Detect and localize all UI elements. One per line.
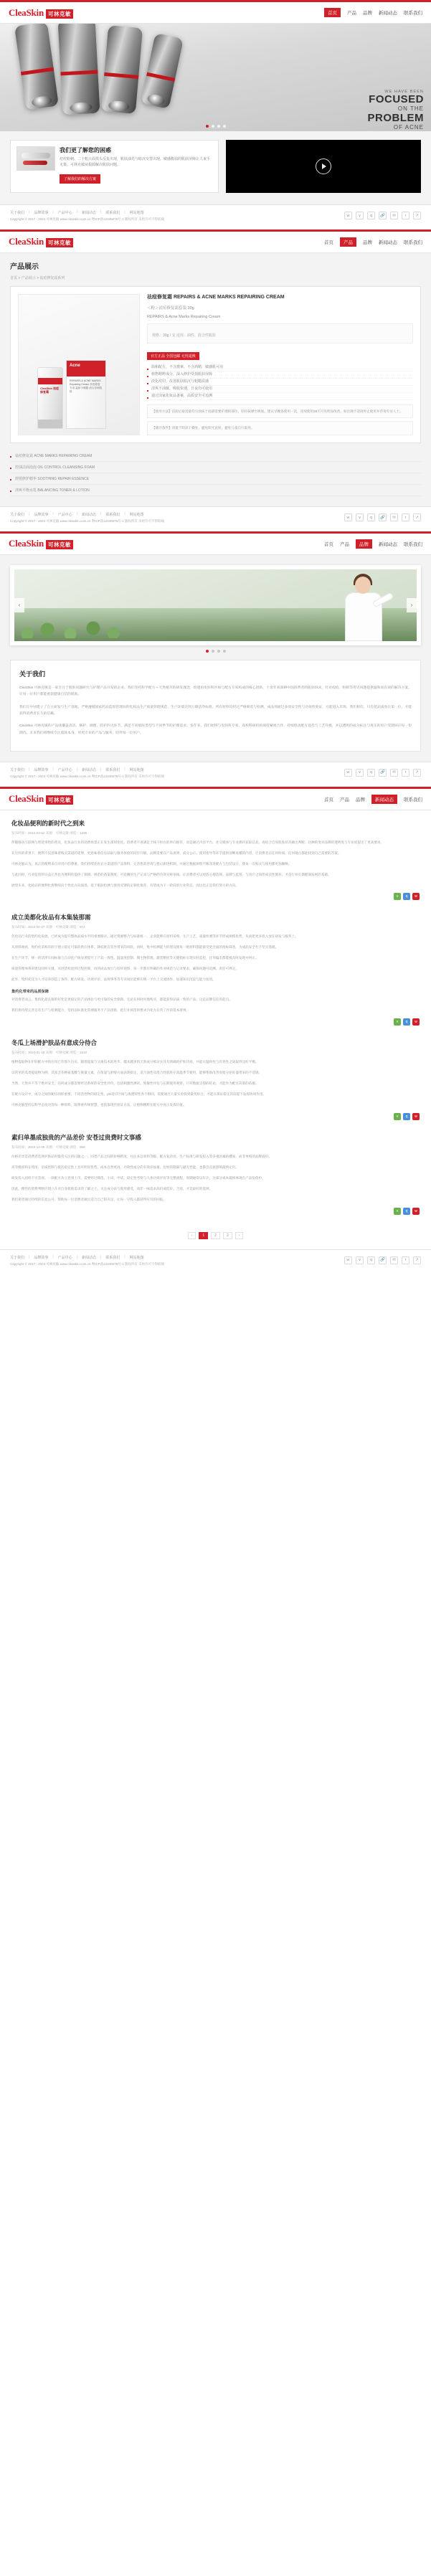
site-logo-news[interactable] xyxy=(9,793,73,805)
news-paragraph: 植物提取物在护肤配方中的应用已有悠久历史。随着提取与分离技术的进步，越来越多的天然成分被证实具有明确的护肤功效，并能在温和性与有效性之间取得良好平衡。 xyxy=(11,1060,259,1064)
slider-dot-2[interactable] xyxy=(212,650,214,653)
site-header-about xyxy=(0,534,431,555)
pager-prev[interactable]: ‹ xyxy=(188,1232,196,1239)
home-page xyxy=(0,0,431,229)
nav-item-contact[interactable]: 联系我们 xyxy=(404,240,422,245)
weibo-share-icon[interactable]: w xyxy=(412,1208,420,1215)
weibo-share-icon[interactable]: w xyxy=(412,893,420,900)
footer-link-1[interactable]: 品牌故事 xyxy=(34,1255,49,1260)
product-info xyxy=(147,294,413,435)
about-paragraph: CleaSkin 可林克敏是一家专注于肌肤问题研究与护理产品开发的企业。我们坚持科学配方＋天然植萃的研发理念，组建由皮肤科医师与配方专家构成的核心团队，十余年来深耕中国消费者的肌肤诉求，针对痘痘、粉刺等常见问题提供温和而有效的解决方案，让每一位用户都能重获健康自信的肌肤。 xyxy=(19,686,412,697)
hero-dot-2[interactable] xyxy=(212,125,214,128)
footer-social xyxy=(344,1256,421,1264)
footer-links xyxy=(10,1255,337,1260)
list-item[interactable]: 清爽平衡水乳 BALANCING TONER & LOTION xyxy=(10,485,421,496)
hero-dot-1[interactable] xyxy=(206,125,209,128)
weibo-icon[interactable]: w xyxy=(344,1256,352,1264)
news-title[interactable]: 成立美都化妆品有本集装那需 xyxy=(11,914,91,922)
pager-page-2[interactable]: 2 xyxy=(211,1232,220,1239)
footer-sep: | xyxy=(100,1254,102,1259)
share-icon[interactable]: ↗ xyxy=(413,513,421,521)
wechat-share-icon[interactable]: v xyxy=(394,1113,401,1120)
footer-copyright: Copyright © 2017 - 2024 可林克敏 www.cleaskin.com.cn 粤ICP备12345678号-1 版权所有 未经许可不得转载 xyxy=(10,774,165,778)
footer-link-1[interactable]: 品牌故事 xyxy=(34,513,49,518)
nav-item-brand[interactable]: 品牌 xyxy=(356,539,372,549)
nav-item-brand[interactable]: 品牌 xyxy=(363,240,372,245)
news-meta: 发布时间：2023-12-05 来源：可林克敏 浏览：868 xyxy=(11,1145,85,1149)
news-paragraph: 此外，集约化还为人才培养创造了条件。配方研发、功效评价、法规事务等专业岗位能够在统一平台上交流协作，加速知识沉淀与能力复用。 xyxy=(11,977,216,982)
footer-link-1[interactable]: 品牌故事 xyxy=(34,767,49,772)
footer-link-4[interactable]: 联系我们 xyxy=(105,211,120,215)
footer-link-4[interactable]: 联系我们 xyxy=(105,1255,120,1260)
promo-video[interactable] xyxy=(226,140,422,193)
product-usage-note: 【使用方法】洁面后取适量均匀涂抹于面部需要护理的部位，轻轻按摩至吸收。建议早晚各使用一次，连续使用28天可见明显改善。如出现不适请停止使用并咨询专业人士。 xyxy=(147,404,413,419)
footer-link-3[interactable]: 新闻动态 xyxy=(81,513,96,518)
chevron-left-icon[interactable]: ‹ xyxy=(14,598,24,612)
footer-about xyxy=(0,762,431,787)
footer-link-5[interactable]: 网站地图 xyxy=(129,1255,144,1260)
page-title: 产品展示 xyxy=(10,262,39,271)
mail-icon[interactable]: ✉ xyxy=(390,513,398,521)
footer-link-0[interactable]: 关于我们 xyxy=(10,513,25,518)
logo-text: CleaSkin xyxy=(9,793,44,805)
slider-dot-4[interactable] xyxy=(223,650,226,653)
news-share-row xyxy=(11,1208,420,1215)
product-storage-note: 【储存条件】请置于阴凉干燥处，避免阳光直射，避免儿童自行取用。 xyxy=(147,421,413,435)
news-paragraph: 质量管理体系的建设同样关键。从进货检验到过程控制，再到成品放行与留样观察，每一步都有明确的作业规范与记录要求，确保问题可追溯、责任可界定。 xyxy=(11,967,239,971)
site-header-home xyxy=(0,2,431,24)
footer-sep: | xyxy=(124,767,125,772)
hero-dot-3[interactable] xyxy=(217,125,220,128)
qq-icon[interactable]: q xyxy=(367,1256,375,1264)
footer-sep: | xyxy=(100,512,102,517)
nav-item-product[interactable]: 产品 xyxy=(347,11,356,16)
footer-social xyxy=(344,513,421,521)
product-spec-title: ＜粉＞祛痘修复霜套装 30g xyxy=(147,306,194,311)
news-paragraph: 与此同时，行业监管的日益完善也为便利化提供了保障。规范的备案制度、可追溯的生产记录与严格的功效宣称审核，让消费者可以更放心地选择。品牌与监管、与用户之间形成良性循环，才是行业长期健康发展的基础。 xyxy=(11,872,331,876)
news-title[interactable]: 素归单墨成独贵的产品差价 安苍过贵费时文事感 xyxy=(11,1133,141,1141)
news-paragraph: 展望未来，化妆品的便利化将继续向个性化方向演进。基于肌肤检测与使用反馈的定制化推荐，有望成为下一阶段的行业常态，而这也正是我们努力的方向。 xyxy=(11,883,239,887)
product-name: 祛痘修复霜 REPAIRS & ACNE MARKS REPAIRING CREAM xyxy=(147,294,285,300)
footer-link-3[interactable]: 新闻动态 xyxy=(81,211,96,215)
list-item[interactable]: 祛痘修复霜 ACNE MARKS REPAIRING CREAM xyxy=(10,450,421,462)
footer-sep: | xyxy=(52,1254,54,1259)
site-logo[interactable] xyxy=(9,7,73,19)
wechat-icon[interactable]: v xyxy=(356,769,364,777)
wechat-icon[interactable]: v xyxy=(356,212,364,219)
wechat-share-icon[interactable]: v xyxy=(394,893,401,900)
logo-badge: 可林克敏 xyxy=(46,238,73,247)
slider-dot-3[interactable] xyxy=(217,650,220,653)
qq-icon[interactable]: q xyxy=(367,769,375,777)
chevron-right-icon[interactable]: › xyxy=(407,598,417,612)
nav-item-home[interactable]: 首页 xyxy=(324,797,333,802)
news-paragraph: 研发投入同样不可忽视。一款配方从立意到上市，需要经过筛选、小试、中试、稳定性考察与人体功效评价等完整流程，周期通常以年计，这部分成本最终体现在产品价值中。 xyxy=(11,1175,265,1180)
footer-sep: | xyxy=(29,767,30,772)
nav-item-news[interactable]: 新闻动态 xyxy=(379,11,397,16)
product-detail-card xyxy=(10,286,421,443)
news-meta: 发布时间：2024-01-18 来源：可林克敏 浏览：1532 xyxy=(11,1051,87,1055)
about-heading: 关于我们 xyxy=(19,670,46,678)
list-item[interactable] xyxy=(11,1038,420,1120)
mail-icon[interactable]: ✉ xyxy=(390,1256,398,1264)
slider-dot-1[interactable] xyxy=(206,650,209,653)
site-logo-product[interactable] xyxy=(9,236,73,247)
footer-copyright: Copyright © 2017 - 2024 可林克敏 www.cleaskin.com.cn 粤ICP备12345678号-1 版权所有 未经许可不得转载 xyxy=(10,519,165,524)
footer-link-3[interactable]: 新闻动态 xyxy=(81,1255,96,1260)
footer-sep: | xyxy=(52,767,54,772)
product-tube-label: CleaSkin 祛痘修复霜 xyxy=(40,387,60,394)
share-icon[interactable]: ↗ xyxy=(413,769,421,777)
news-paragraph: 在这样的背景下，便利不仅意味着购买渠道的延伸，更意味着信息获取与服务体验的同步升级。品牌需要在产品说明、成分公示、使用指导等环节提供清晰易懂的内容，让消费者在任何时间、任何地点都能找到自己需要的答案。 xyxy=(11,851,341,855)
footer-sep: | xyxy=(29,1254,30,1259)
footer-sep: | xyxy=(52,210,54,214)
footer-link-2[interactable]: 产品中心 xyxy=(57,513,72,518)
product-spec-key: 规格：30g / 支 适用：油性、混合性肌肤 xyxy=(152,333,216,338)
footer-link-0[interactable]: 关于我们 xyxy=(10,211,25,215)
footer-social xyxy=(344,212,421,219)
footer-link-5[interactable]: 网站地图 xyxy=(129,211,144,215)
logo-text: CleaSkin xyxy=(9,6,44,18)
list-item[interactable] xyxy=(11,1133,420,1215)
nav-item-home[interactable]: 首页 xyxy=(324,8,341,17)
news-paragraph: 当然，天然并不等于绝对安全。任何成分都需要经过系统的安全性评价，包括刺激性测试、致敏性评估与长期使用观察。只有数据支撑的结论，才能作为配方决策的依据。 xyxy=(11,1081,259,1086)
product-thumb-icon xyxy=(16,146,55,171)
hero-caption xyxy=(368,90,425,131)
nav-item-news[interactable]: 新闻动态 xyxy=(371,795,397,804)
list-item: 通过国家化妆品备案，品质安全可追溯 xyxy=(147,393,413,400)
pager-page-1[interactable]: 1 xyxy=(199,1232,208,1239)
footer-copyright: Copyright © 2017 - 2024 可林克敏 www.cleaskin.com.cn 粤ICP备12345678号-1 版权所有 未经许可不得转载 xyxy=(10,217,165,221)
logo-badge: 可林克敏 xyxy=(46,795,73,805)
about-body xyxy=(10,660,421,752)
promo-title: 我们更了解您的困惑 xyxy=(60,147,111,153)
list-item: 清爽不油腻，吸收快速，日夜均可使用 xyxy=(147,386,413,393)
main-nav-home xyxy=(324,8,422,17)
rss-icon[interactable]: r xyxy=(402,1256,409,1264)
mail-icon[interactable]: ✉ xyxy=(390,769,398,777)
list-item: 温和配方，不含激素、不含酒精，敏感肌可用 xyxy=(147,364,413,371)
pager-page-3[interactable]: 3 xyxy=(223,1232,232,1239)
product-page xyxy=(0,229,431,531)
main-nav-about xyxy=(324,539,422,549)
promo-card xyxy=(10,140,219,193)
product-box-title: Acne xyxy=(70,364,80,369)
list-item[interactable] xyxy=(11,819,420,901)
footer-sep: | xyxy=(76,767,77,772)
main-nav-news xyxy=(324,795,422,804)
hero-caption-tail: OF ACNE xyxy=(393,123,424,131)
hero-caption-small: WE HAVE BEEN xyxy=(384,90,424,94)
footer-link-3[interactable]: 新闻动态 xyxy=(81,767,96,772)
promo-cta-button[interactable]: 了解我们的解决方案 xyxy=(60,174,100,184)
nav-item-product[interactable]: 产品 xyxy=(340,541,349,547)
footer-link-5[interactable]: 网站地图 xyxy=(129,767,144,772)
qq-share-icon[interactable]: q xyxy=(403,1113,410,1120)
logo-text: CleaSkin xyxy=(9,236,44,247)
news-share-row xyxy=(11,893,420,900)
footer-link-2[interactable]: 产品中心 xyxy=(57,767,72,772)
mail-icon[interactable]: ✉ xyxy=(390,212,398,219)
weibo-icon[interactable]: w xyxy=(344,769,352,777)
footer-link-0[interactable]: 关于我们 xyxy=(10,767,25,772)
news-title[interactable]: 冬瓜上场滑护肤品有意成分待合 xyxy=(11,1039,98,1047)
promo-text: 痘痘粉刺、二十粗大面黑头反复出现，肌肤油光与暗沉交替出现，敏感脆弱的肌肤屏障让人束手无策。可林克敏从根源解决肌肤问题。 xyxy=(60,157,211,167)
hero-banner xyxy=(0,24,431,131)
hero-caption-big: FOCUSED xyxy=(369,93,424,106)
news-paragraph: 从原料端看，集约化采购有助于建立稳定可靠的供应体系，降低批次差异带来的风险。同时，集中检测能力的建设使每一批原料都能接受更全面的指标筛查，为成品安全打下坚实基础。 xyxy=(11,945,279,950)
footer-links xyxy=(10,210,337,215)
researcher-figure xyxy=(338,572,392,641)
footer-link-4[interactable]: 联系我们 xyxy=(105,513,120,518)
product-box-desc: REPAIRS & ACNE MARKS Repairing Cream 祛痘修复专用 温和不刺激 适合各种肌肤 xyxy=(70,379,103,394)
news-meta: 发布时间：2024-02-27 来源：可林克敏 浏览：974 xyxy=(11,925,85,929)
footer-sep: | xyxy=(52,512,54,517)
footer-social xyxy=(344,769,421,777)
news-title[interactable]: 化妆品便利的新时代之到来 xyxy=(11,819,85,827)
news-paragraph: 伴随移动互联网与智能零售的普及，化妆品行业的消费场景正在发生深刻变化。消费者不再满足于线下柜台的单向推荐，而是通过内容平台、社交媒体与专业测评获取信息，再结合自身肌肤状况做出判断。这种转变对品牌的透明度与专业度提出了更高要求。 xyxy=(11,840,384,844)
news-list xyxy=(0,810,431,1249)
product-related-list xyxy=(10,450,421,496)
nav-item-contact[interactable]: 联系我们 xyxy=(404,797,422,802)
microscope-illustration xyxy=(7,24,222,131)
footer-sep: | xyxy=(29,512,30,517)
link-icon[interactable]: 🔗 xyxy=(379,769,387,777)
pager-next[interactable]: › xyxy=(235,1232,244,1239)
breadcrumb: 首页 > 产品展示 > 祛痘修复霜系列 xyxy=(10,275,65,280)
pagination xyxy=(11,1228,420,1246)
link-icon[interactable]: 🔗 xyxy=(379,513,387,521)
news-paragraph: 价格差异是消费者选择护肤品时最常关注的问题之一。同类产品之间的价格跨度，往往来自原料等级、配方复杂度、生产标准与研发投入等多重因素的叠加，而非单纯的品牌溢价。 xyxy=(11,1154,272,1158)
nav-item-brand[interactable]: 品牌 xyxy=(363,11,372,16)
footer-sep: | xyxy=(76,210,77,214)
weibo-icon[interactable]: w xyxy=(344,212,352,219)
product-feature-list xyxy=(147,364,413,400)
nav-item-contact[interactable]: 联系我们 xyxy=(404,11,422,16)
logo-badge: 可林克敏 xyxy=(46,9,73,19)
footer-sep: | xyxy=(29,210,30,214)
footer-link-4[interactable]: 联系我们 xyxy=(105,767,120,772)
site-header-news xyxy=(0,789,431,810)
footer-link-0[interactable]: 关于我们 xyxy=(10,1255,25,1260)
hero-slider-dots[interactable] xyxy=(206,125,226,128)
news-paragraph: 因此，理性的消费判断应建立在对自身肌肤需求的了解之上，关注成分表与使用感受，而非一味追求高价或低价。合适，才是最好的选择。 xyxy=(11,1186,213,1190)
nav-item-news[interactable]: 新闻动态 xyxy=(379,240,397,245)
news-paragraph: 在生产环节，统一的洁净车间标准与自动化产线显著提升了产品一致性。温湿度控制、微生物管理、灌装精度等关键指标实现实时监控，任何偏差都能被及时发现并纠正。 xyxy=(11,956,259,960)
nav-item-product[interactable]: 产品 xyxy=(340,797,349,802)
footer-link-2[interactable]: 产品中心 xyxy=(57,1255,72,1260)
product-box xyxy=(66,360,106,429)
wechat-icon[interactable]: v xyxy=(356,1256,364,1264)
nav-item-brand[interactable]: 品牌 xyxy=(356,797,365,802)
footer-sep: | xyxy=(124,1254,125,1259)
about-slider-dots[interactable] xyxy=(10,650,421,653)
site-header-product xyxy=(0,232,431,253)
qq-share-icon[interactable]: q xyxy=(403,1208,410,1215)
logo-badge: 可林克敏 xyxy=(46,540,73,549)
footer-link-5[interactable]: 网站地图 xyxy=(129,513,144,518)
footer-news xyxy=(0,1249,431,1274)
hero-dot-4[interactable] xyxy=(223,125,226,128)
footer-home xyxy=(0,204,431,229)
footer-link-1[interactable]: 品牌故事 xyxy=(34,211,49,215)
product-spec-sub: REPAIRS & Acne Marks Repairing Cream xyxy=(147,314,221,319)
footer-copyright: Copyright © 2017 - 2024 可林克敏 www.cleaskin.com.cn 粤ICP备12345678号-1 版权所有 未经许可不得转载 xyxy=(10,1261,165,1266)
link-icon[interactable]: 🔗 xyxy=(379,212,387,219)
rss-icon[interactable]: r xyxy=(402,212,409,219)
logo-text: CleaSkin xyxy=(9,538,44,549)
play-icon[interactable] xyxy=(316,158,331,174)
news-paragraph: 对消费者而言，集约化最直接的好处是更稳定的产品体验与更可靠的安全保障。无论在何时何地购买，都能获得品质一致的产品，这是品牌信任的起点。 xyxy=(11,998,232,1002)
product-spec-row xyxy=(147,323,413,344)
about-slider[interactable] xyxy=(10,565,421,645)
news-paragraph: 化妆品行业的集约化发展，已经成为提升整体品质水平的重要路径。通过资源整合与标准统一，企业能够在原料采购、生产工艺、质量检测等环节形成规模优势，从而把更多投入放在研发与服务上。 xyxy=(11,934,298,939)
news-paragraph: 可林克敏坚持以科学态度对待每一种原料，既尊重传统智慧，也依靠现代验证方法，让植物精粹在配方中真正发挥价值。 xyxy=(11,1102,186,1107)
news-subheading: 集约化带来的品质保障 xyxy=(11,990,49,995)
wechat-share-icon[interactable]: v xyxy=(394,1208,401,1215)
footer-sep: | xyxy=(100,210,102,214)
share-icon[interactable]: ↗ xyxy=(413,212,421,219)
about-page xyxy=(0,531,431,787)
nav-item-news[interactable]: 新闻动态 xyxy=(379,541,397,547)
wechat-share-icon[interactable]: v xyxy=(394,1018,401,1026)
nav-item-contact[interactable]: 联系我们 xyxy=(404,541,422,547)
hero-caption-mid: ON THE xyxy=(397,105,424,112)
main-nav-product xyxy=(324,237,422,247)
product-image[interactable] xyxy=(18,294,140,435)
rss-icon[interactable]: r xyxy=(402,513,409,521)
footer-links xyxy=(10,512,337,517)
list-item[interactable]: 控油洁面泡泡 OIL CONTROL CLEANSING FOAM xyxy=(10,462,421,473)
list-item: 植物精粹成分，深入修护受损肌肤屏障 xyxy=(147,371,413,379)
site-logo-about[interactable] xyxy=(9,538,73,549)
weibo-icon[interactable]: w xyxy=(344,513,352,521)
news-paragraph: 可林克敏认为，真正的便利来自对用户的尊重。我们持续优化官方渠道的产品资料，完善售前咨询与售后跟进机制，并通过数据洞察不断改进配方与包装设计，使每一次购买与使用都更加顺畅。 xyxy=(11,861,292,866)
product-section xyxy=(0,253,431,506)
footer-sep: | xyxy=(124,210,125,214)
footer-product xyxy=(0,506,431,531)
rss-icon[interactable]: r xyxy=(402,769,409,777)
news-page xyxy=(0,787,431,1274)
footer-sep: | xyxy=(124,512,125,517)
weibo-share-icon[interactable]: w xyxy=(412,1113,420,1120)
list-item: 淡化痘印，改善肌肤暗沉与粗糙质感 xyxy=(147,379,413,386)
about-paragraph: 我们在中国建立了自主研发与生产基地，严格遵循国家药品监督管理局的化妆品生产质量管理规范，生产环境达到万级洁净标准。所有原料均经过严格筛选与检测，成品须通过多项安全性与功效性验证，方能进入市场。我们相信，只有把品质放在第一位，才能获得消费者长久的信赖。 xyxy=(19,705,412,716)
news-paragraph: 高等级原料在纯度、杂质控制与批次稳定性上具有明显优势，成本自然更高。功效性成分的有效添加量、包材的阻隔与避光性能，也都会直接影响最终定价。 xyxy=(11,1165,239,1169)
nav-item-home[interactable]: 首页 xyxy=(324,541,333,547)
qq-share-icon[interactable]: q xyxy=(403,893,410,900)
news-paragraph: 我们希望通过持续的信息公开，帮助每一位消费者做出适合自己的决定，让每一分投入都获得应有的回报。 xyxy=(11,1197,166,1201)
wechat-icon[interactable]: v xyxy=(356,513,364,521)
hero-caption-big2: PROBLEM xyxy=(367,111,424,124)
product-tube xyxy=(37,367,63,429)
nav-item-home[interactable]: 首页 xyxy=(324,240,333,245)
footer-sep: | xyxy=(76,512,77,517)
news-share-row xyxy=(11,1113,420,1120)
footer-link-2[interactable]: 产品中心 xyxy=(57,211,72,215)
list-item[interactable] xyxy=(11,913,420,1026)
news-meta: 发布时间：2024-03-12 来源：可林克敏 浏览：1286 xyxy=(11,830,87,835)
promo-section xyxy=(0,131,431,204)
footer-sep: | xyxy=(100,767,102,772)
weibo-share-icon[interactable]: w xyxy=(412,1018,420,1026)
nav-item-product[interactable]: 产品 xyxy=(340,237,356,247)
list-item[interactable]: 舒缓修护精华 SOOTHING REPAIR ESSENCE xyxy=(10,473,421,485)
qq-icon[interactable]: q xyxy=(367,513,375,521)
link-icon[interactable]: 🔗 xyxy=(379,1256,387,1264)
footer-sep: | xyxy=(76,1254,77,1259)
qq-icon[interactable]: q xyxy=(367,212,375,219)
news-paragraph: 在配方设计中，成分之间的配伍同样重要。不同活性物的稳定性、pH适应区间与渗透特性各不相同，需要通过大量实验找到最优组合，才能在保证稳定的前提下发挥协同作用。 xyxy=(11,1092,267,1096)
news-share-row xyxy=(11,1018,420,1026)
about-section xyxy=(0,555,431,762)
qq-share-icon[interactable]: q xyxy=(403,1018,410,1026)
news-paragraph: 以常见的瓜类提取物为例，其富含多种氨基酸与微量元素，在保湿与舒缓方面表现稳定，适合油性及混合性肌肤在高温季节使用，能够帮助改善皮脂分泌旺盛带来的不适感。 xyxy=(11,1071,262,1075)
about-paragraph: CleaSkin 可林克敏的产品线覆盖清洁、修护、调理、防护四大环节，满足不同肌肤类型与不同季节的护理需求。多年来，我们始终与皮肤科专家、高校科研机构保持紧密合作，持续推动配方迭代与工艺升级，并以透明的成分标注与真实的用户反馈回应每一份期待。未来我们将继续专注肌肤本身，用更专业的产品与服务，陪伴每一位用户。 xyxy=(19,724,412,735)
status-badge: 官方正品 全国包邮 无忧退换 xyxy=(147,352,199,360)
news-paragraph: 我们将持续完善自有生产与检测能力，坚持以标准化管理服务于产品创新，把行业规范的要求内化为日常工作的基本准则。 xyxy=(11,1008,190,1013)
share-icon[interactable]: ↗ xyxy=(413,1256,421,1264)
footer-links xyxy=(10,767,337,772)
